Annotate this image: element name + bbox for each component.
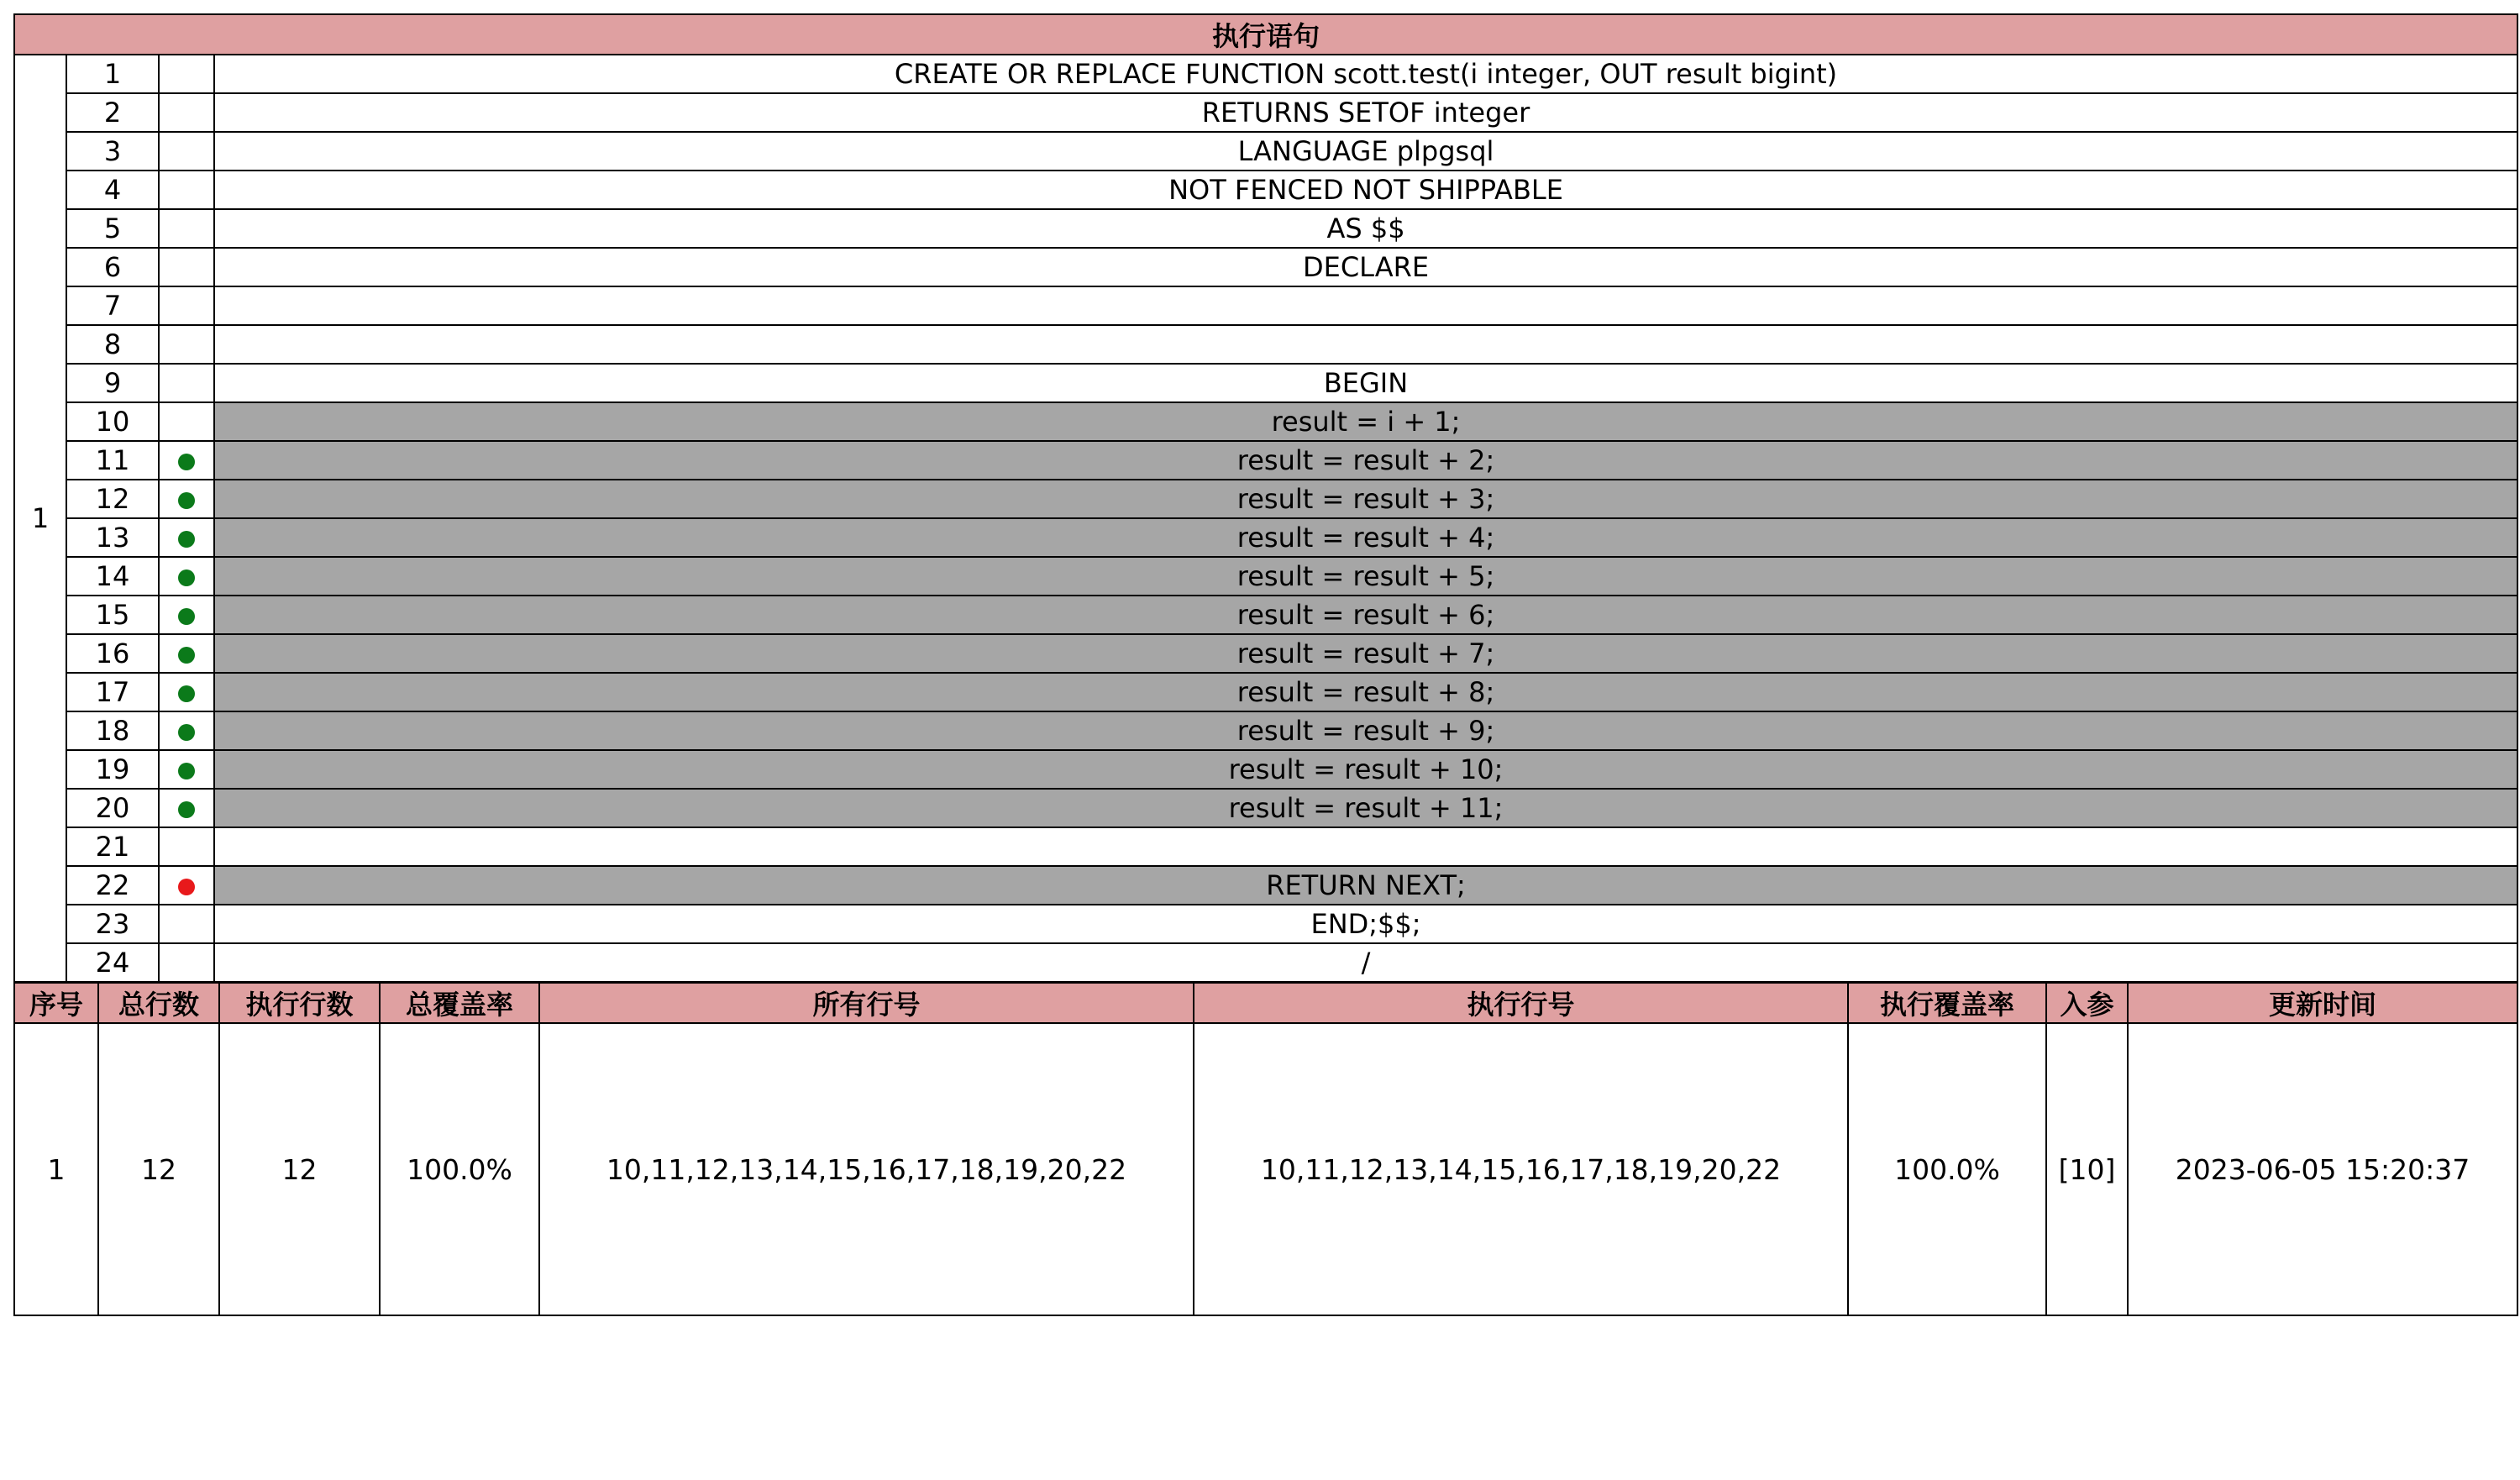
coverage-marker-cell bbox=[159, 248, 214, 286]
code-text: result = result + 5; bbox=[214, 557, 2517, 596]
code-line-row bbox=[14, 750, 2517, 789]
summary-row bbox=[14, 1023, 2517, 1315]
code-text: BEGIN bbox=[214, 364, 2517, 402]
coverage-marker-cell bbox=[159, 943, 214, 982]
coverage-marker-cell bbox=[159, 441, 214, 480]
code-line-row bbox=[14, 248, 2517, 286]
code-text: result = result + 6; bbox=[214, 596, 2517, 634]
group-index-cell: 1 bbox=[14, 55, 66, 982]
code-table bbox=[13, 13, 2518, 983]
coverage-marker-cell bbox=[159, 711, 214, 750]
code-line-row bbox=[14, 171, 2517, 209]
line-number: 1 bbox=[66, 55, 159, 93]
code-line-row bbox=[14, 518, 2517, 557]
line-number: 3 bbox=[66, 132, 159, 171]
code-line-row bbox=[14, 943, 2517, 982]
coverage-marker-cell bbox=[159, 171, 214, 209]
line-number: 15 bbox=[66, 596, 159, 634]
code-text: AS $$ bbox=[214, 209, 2517, 248]
header-execution-coverage: 执行覆盖率 bbox=[1848, 983, 2046, 1024]
code-text: result = result + 7; bbox=[214, 634, 2517, 673]
line-number: 2 bbox=[66, 93, 159, 132]
code-text: NOT FENCED NOT SHIPPABLE bbox=[214, 171, 2517, 209]
coverage-marker-cell bbox=[159, 634, 214, 673]
cell-total-coverage: 100.0% bbox=[380, 1023, 539, 1315]
header-input-params: 入参 bbox=[2046, 983, 2128, 1024]
green-dot-icon bbox=[178, 647, 195, 664]
coverage-marker-cell bbox=[159, 325, 214, 364]
line-number: 10 bbox=[66, 402, 159, 441]
summary-table bbox=[13, 981, 2518, 1316]
code-line-row bbox=[14, 673, 2517, 711]
code-line-row bbox=[14, 55, 2517, 93]
line-number: 4 bbox=[66, 171, 159, 209]
line-number: 23 bbox=[66, 905, 159, 943]
code-text bbox=[214, 286, 2517, 325]
line-number: 9 bbox=[66, 364, 159, 402]
line-number: 18 bbox=[66, 711, 159, 750]
line-number: 22 bbox=[66, 866, 159, 905]
red-dot-icon bbox=[178, 879, 195, 895]
code-text: result = result + 10; bbox=[214, 750, 2517, 789]
code-text: DECLARE bbox=[214, 248, 2517, 286]
code-line-row bbox=[14, 325, 2517, 364]
code-text: CREATE OR REPLACE FUNCTION scott.test(i integer, OUT result bigint) bbox=[214, 55, 2517, 93]
line-number: 20 bbox=[66, 789, 159, 827]
green-dot-icon bbox=[178, 763, 195, 779]
line-number: 14 bbox=[66, 557, 159, 596]
coverage-marker-cell bbox=[159, 518, 214, 557]
code-text: result = i + 1; bbox=[214, 402, 2517, 441]
cell-all-line-numbers: 10,11,12,13,14,15,16,17,18,19,20,22 bbox=[539, 1023, 1194, 1315]
code-text: result = result + 11; bbox=[214, 789, 2517, 827]
green-dot-icon bbox=[178, 492, 195, 509]
green-dot-icon bbox=[178, 685, 195, 702]
code-text: / bbox=[214, 943, 2517, 982]
code-text: result = result + 4; bbox=[214, 518, 2517, 557]
coverage-marker-cell bbox=[159, 209, 214, 248]
header-update-time: 更新时间 bbox=[2128, 983, 2517, 1024]
coverage-marker-cell bbox=[159, 55, 214, 93]
code-line-row bbox=[14, 209, 2517, 248]
coverage-marker-cell bbox=[159, 596, 214, 634]
line-number: 6 bbox=[66, 248, 159, 286]
line-number: 11 bbox=[66, 441, 159, 480]
coverage-marker-cell bbox=[159, 789, 214, 827]
coverage-marker-cell bbox=[159, 827, 214, 866]
green-dot-icon bbox=[178, 724, 195, 741]
code-line-row bbox=[14, 480, 2517, 518]
line-number: 16 bbox=[66, 634, 159, 673]
code-line-row bbox=[14, 364, 2517, 402]
code-text: result = result + 3; bbox=[214, 480, 2517, 518]
line-number: 13 bbox=[66, 518, 159, 557]
cell-input-params: [10] bbox=[2046, 1023, 2128, 1315]
cell-execution-coverage: 100.0% bbox=[1848, 1023, 2046, 1315]
code-text: RETURNS SETOF integer bbox=[214, 93, 2517, 132]
code-line-row bbox=[14, 596, 2517, 634]
header-executed-line-numbers: 执行行号 bbox=[1194, 983, 1848, 1024]
code-line-row bbox=[14, 827, 2517, 866]
coverage-marker-cell bbox=[159, 673, 214, 711]
green-dot-icon bbox=[178, 801, 195, 818]
line-number: 7 bbox=[66, 286, 159, 325]
header-index: 序号 bbox=[14, 983, 98, 1024]
line-number: 21 bbox=[66, 827, 159, 866]
code-line-row bbox=[14, 441, 2517, 480]
code-text: result = result + 9; bbox=[214, 711, 2517, 750]
code-line-row bbox=[14, 634, 2517, 673]
coverage-marker-cell bbox=[159, 557, 214, 596]
coverage-marker-cell bbox=[159, 364, 214, 402]
code-line-row bbox=[14, 402, 2517, 441]
green-dot-icon bbox=[178, 454, 195, 470]
summary-header-row bbox=[14, 983, 2517, 1024]
header-all-line-numbers: 所有行号 bbox=[539, 983, 1194, 1024]
green-dot-icon bbox=[178, 608, 195, 625]
coverage-report-sheet bbox=[13, 13, 2517, 1316]
cell-executed-line-numbers: 10,11,12,13,14,15,16,17,18,19,20,22 bbox=[1194, 1023, 1848, 1315]
coverage-marker-cell bbox=[159, 93, 214, 132]
code-text: LANGUAGE plpgsql bbox=[214, 132, 2517, 171]
code-line-row bbox=[14, 93, 2517, 132]
coverage-marker-cell bbox=[159, 132, 214, 171]
code-text bbox=[214, 325, 2517, 364]
header-total-lines: 总行数 bbox=[98, 983, 219, 1024]
code-text: END;$$; bbox=[214, 905, 2517, 943]
code-text: RETURN NEXT; bbox=[214, 866, 2517, 905]
coverage-marker-cell bbox=[159, 402, 214, 441]
coverage-marker-cell bbox=[159, 286, 214, 325]
code-line-row bbox=[14, 789, 2517, 827]
line-number: 5 bbox=[66, 209, 159, 248]
coverage-marker-cell bbox=[159, 480, 214, 518]
code-line-row bbox=[14, 711, 2517, 750]
code-text: result = result + 8; bbox=[214, 673, 2517, 711]
line-number: 8 bbox=[66, 325, 159, 364]
line-number: 24 bbox=[66, 943, 159, 982]
line-number: 17 bbox=[66, 673, 159, 711]
code-line-row bbox=[14, 286, 2517, 325]
line-number: 19 bbox=[66, 750, 159, 789]
green-dot-icon bbox=[178, 569, 195, 586]
code-line-row bbox=[14, 132, 2517, 171]
code-text: result = result + 2; bbox=[214, 441, 2517, 480]
cell-index: 1 bbox=[14, 1023, 98, 1315]
code-line-row bbox=[14, 866, 2517, 905]
header-executed-lines: 执行行数 bbox=[219, 983, 380, 1024]
coverage-marker-cell bbox=[159, 866, 214, 905]
coverage-marker-cell bbox=[159, 750, 214, 789]
code-lines bbox=[14, 55, 2517, 982]
coverage-marker-cell bbox=[159, 905, 214, 943]
code-table-title: 执行语句 bbox=[14, 14, 2517, 55]
code-text bbox=[214, 827, 2517, 866]
code-line-row bbox=[14, 905, 2517, 943]
cell-update-time: 2023-06-05 15:20:37 bbox=[2128, 1023, 2517, 1315]
header-total-coverage: 总覆盖率 bbox=[380, 983, 539, 1024]
code-line-row bbox=[14, 557, 2517, 596]
cell-total-lines: 12 bbox=[98, 1023, 219, 1315]
line-number: 12 bbox=[66, 480, 159, 518]
green-dot-icon bbox=[178, 531, 195, 548]
cell-executed-lines: 12 bbox=[219, 1023, 380, 1315]
